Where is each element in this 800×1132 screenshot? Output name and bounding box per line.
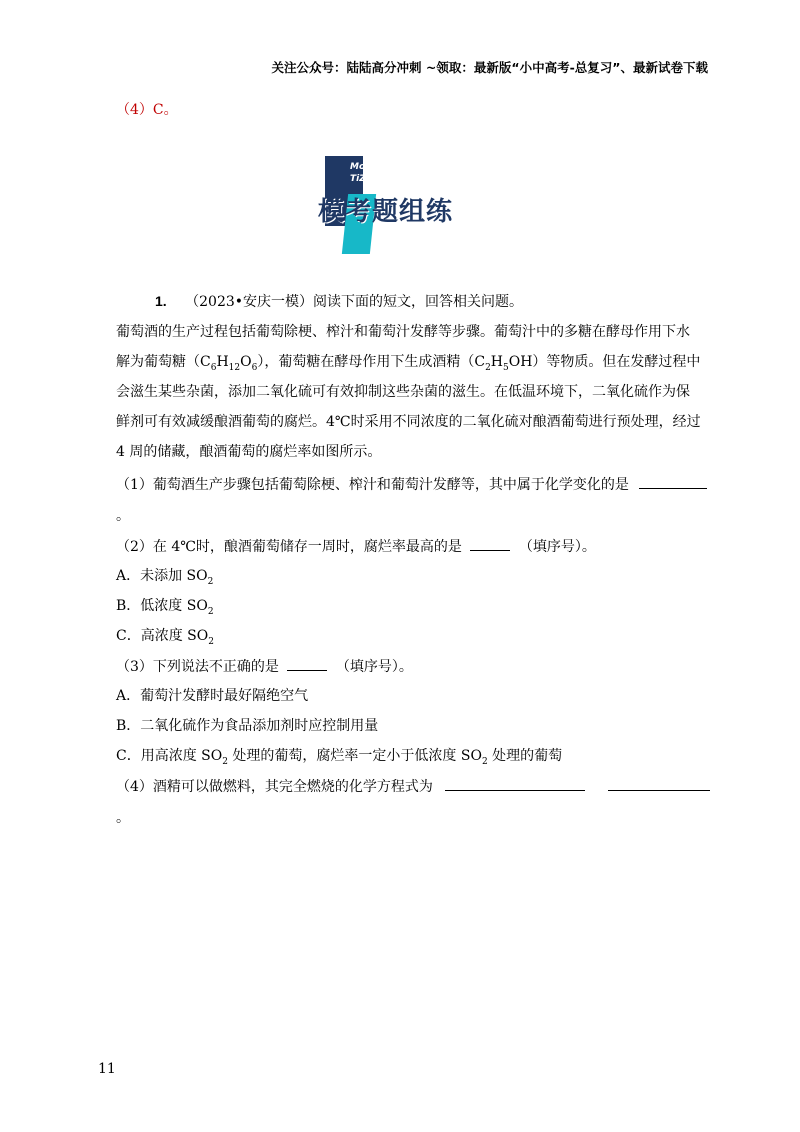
answer-blank-4b[interactable] xyxy=(608,776,710,791)
option-2c: C．高浓度 $SO_2$ xyxy=(116,628,214,647)
logo-line2: TiZuLian xyxy=(350,174,394,184)
answer-blank-3[interactable] xyxy=(287,656,327,671)
question-2-text: （2）在 4℃时，酿酒葡萄储存一周时，腐烂率最高的是 xyxy=(116,539,462,555)
logo-title: 模考题组练 xyxy=(318,197,454,227)
passage-line-3: 会滋生某些杂菌，添加二氧化硫可有效抑制这些杂菌的滋生。在低温环境下，二氧化硫作为保 xyxy=(116,384,690,400)
question-3-text: （3）下列说法不正确的是 xyxy=(116,659,279,675)
page-number: 11 xyxy=(98,1061,116,1077)
question-header xyxy=(155,291,523,312)
passage-line-2: 解为葡萄糖$(C_6H_{12}O_6)$，葡萄糖在酵母作用下生成酒精$(C_2H_5OH)$等物质。但在发酵过程中 xyxy=(116,354,701,373)
question-number: 1. xyxy=(155,293,167,309)
passage-line-5: 4 周的储藏，酿酒葡萄的腐烂率如图所示。 xyxy=(116,444,382,460)
question-source: （2023•安庆一模）阅读下面的短文，回答相关问题。 xyxy=(185,294,524,310)
previous-answer: （4）C。 xyxy=(116,102,178,118)
question-1-end: 。 xyxy=(116,508,130,524)
option-3a: A．葡萄汁发酵时最好隔绝空气 xyxy=(116,688,309,704)
question-4 xyxy=(116,776,710,797)
question-4-text: （4）酒精可以做燃料，其完全燃烧的化学方程式为 xyxy=(116,779,433,795)
question-4-end: 。 xyxy=(116,810,130,826)
option-2b: B．低浓度 $SO_2$ xyxy=(116,598,214,617)
answer-blank-4a[interactable] xyxy=(445,776,585,791)
question-1 xyxy=(116,474,707,495)
page-header: 关注公众号：陆陆高分冲刺 ~领取：最新版“小中高考-总复习”、最新试卷下载 xyxy=(271,60,708,75)
passage-line-1: 葡萄酒的生产过程包括葡萄除梗、榨汁和葡萄汁发酵等步骤。葡萄汁中的多糖在酵母作用下水 xyxy=(116,324,690,340)
question-3 xyxy=(116,656,413,677)
option-2a: A．未添加 $SO_2$ xyxy=(116,568,214,587)
logo-line1: MoKao xyxy=(350,162,385,172)
question-3-suffix: （填序号）。 xyxy=(335,659,413,675)
section-logo xyxy=(318,156,476,256)
option-3b: B．二氧化硫作为食品添加剂时应控制用量 xyxy=(116,718,379,734)
question-2 xyxy=(116,536,596,557)
answer-blank-2[interactable] xyxy=(470,536,510,551)
question-1-text: （1）葡萄酒生产步骤包括葡萄除梗、榨汁和葡萄汁发酵等，其中属于化学变化的是 xyxy=(116,477,629,493)
question-2-suffix: （填序号）。 xyxy=(518,539,596,555)
option-3c: C．用高浓度 $SO_2$ 处理的葡萄，腐烂率一定小于低浓度 $SO_2$ 处理的葡萄 xyxy=(116,748,563,767)
passage-line-4: 鲜剂可有效减缓酿酒葡萄的腐烂。4℃时采用不同浓度的二氧化硫对酿酒葡萄进行预处理，经过 xyxy=(116,414,701,430)
answer-blank-1[interactable] xyxy=(639,474,707,489)
